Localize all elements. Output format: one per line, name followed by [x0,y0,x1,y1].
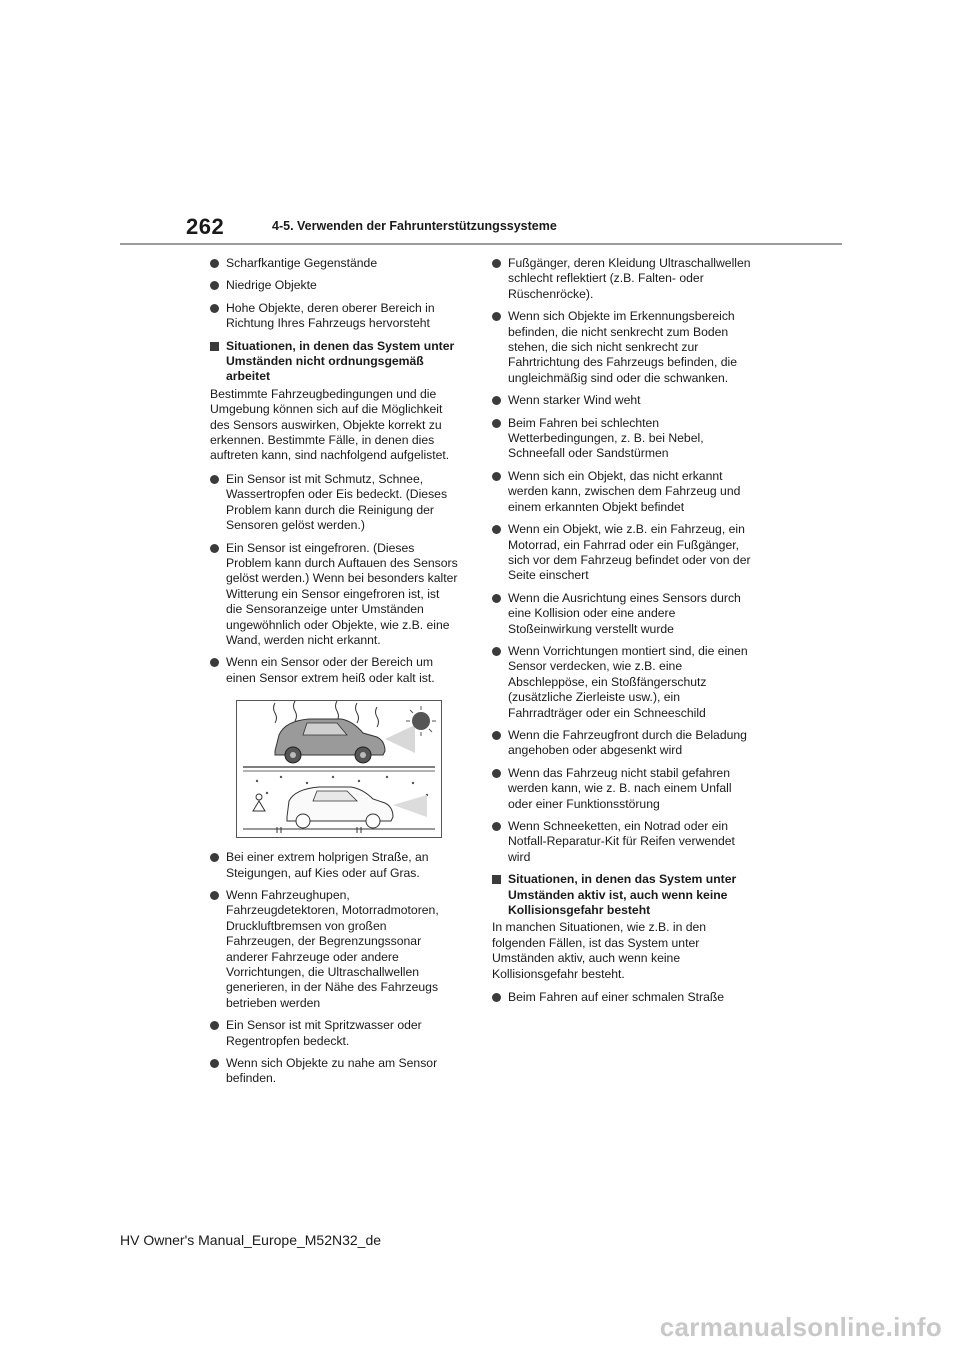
section-title: 4-5. Verwenden der Fahrunterstützungssysteme [272,219,557,233]
car-sensor-illustration-icon [237,701,441,837]
list-item: Wenn die Ausrichtung eines Sensors durch eine Kollision oder eine andere Stoßeinwirkung verstellt wurde [492,591,752,637]
page-number: 262 [186,214,225,239]
list-item: Hohe Objekte, deren oberer Bereich in Richtung Ihres Fahrzeugs hervorsteht [210,301,458,332]
bullet-icon [210,658,219,667]
list-item: Beim Fahren auf einer schmalen Straße [492,990,752,1005]
square-marker-icon [210,342,219,351]
list-item: Niedrige Objekte [210,278,458,293]
list-item: Wenn sich ein Objekt, das nicht erkannt werden kann, zwischen dem Fahrzeug und einem erkannten Objekt befindet [492,469,752,515]
watermark: carmanualsonline.info [659,1312,942,1342]
list-item: Scharfkantige Gegenstände [210,256,458,271]
bullet-icon [492,259,501,268]
bullet-icon [492,396,501,405]
bullet-icon [210,544,219,553]
list-item: Wenn sich Objekte zu nahe am Sensor befinden. [210,1056,458,1087]
footer-manual-id: HV Owner's Manual_Europe_M52N32_de [120,1232,382,1248]
list-item: Wenn sich Objekte im Erkennungsbereich befinden, die nicht senkrecht zum Boden stehen, die sich nicht senkrecht zur Fahrtrichtung des Fahrzeugs befinden, die ungleichmäßig sind oder die schwanken. [492,309,752,386]
header-divider [120,243,842,245]
list-item: Wenn Vorrichtungen montiert sind, die einen Sensor verdecken, wie z.B. eine Abschleppöse, ein Stoßfängerschutz (zusätzliche Zierleiste usw.), ein Fahrradträger oder ein Schneeschild [492,644,752,721]
bullet-icon [210,259,219,268]
bullet-icon [210,853,219,862]
square-marker-icon [492,875,501,884]
bullet-icon [492,419,501,428]
bullet-icon [492,731,501,740]
list-item: Fußgänger, deren Kleidung Ultraschallwellen schlecht reflektiert (z.B. Falten- oder Rüschenröcke). [492,256,752,302]
list-item: Wenn das Fahrzeug nicht stabil gefahren werden kann, wie z. B. nach einem Unfall oder einer Funktionsstörung [492,766,752,812]
bullet-icon [492,822,501,831]
bullet-icon [210,891,219,900]
bullet-icon [210,1059,219,1068]
list-item: Bei einer extrem holprigen Straße, an Steigungen, auf Kies oder auf Gras. [210,850,458,881]
section-heading: Situationen, in denen das System unter Umständen aktiv ist, auch wenn keine Kollisionsgefahr besteht [492,872,752,918]
list-item: Wenn die Fahrzeugfront durch die Beladung angehoben oder abgesenkt wird [492,728,752,759]
bullet-icon [492,312,501,321]
bullet-icon [210,475,219,484]
list-item: Beim Fahren bei schlechten Wetterbedingungen, z. B. bei Nebel, Schneefall oder Sandstürmen [492,416,752,462]
intro-paragraph: In manchen Situationen, wie z.B. in den folgenden Fällen, ist das System unter Umständen aktiv, auch wenn keine Kollisionsgefahr besteht. [492,920,707,981]
bullet-icon [492,525,501,534]
list-item: Ein Sensor ist mit Spritzwasser oder Regentropfen bedeckt. [210,1018,458,1049]
list-item: Ein Sensor ist mit Schmutz, Schnee, Wassertropfen oder Eis bedeckt. (Dieses Problem kann durch die Reinigung der Sensoren gelöst werden.) [210,472,458,534]
sensor-illustration [236,700,442,838]
list-item: Ein Sensor ist eingefroren. (Dieses Problem kann durch Auftauen des Sensors gelöst werden.) Wenn bei besonders kalter Witterung ein Sensor eingefroren ist, ist die Sensoranzeige unter Umständen ungewöhnlich oder Objekte, wie z.B. eine Wand, werden nicht erkannt. [210,541,458,649]
list-item: Wenn ein Sensor oder der Bereich um einen Sensor extrem heiß oder kalt ist. [210,655,458,686]
bullet-icon [210,1021,219,1030]
list-item: Wenn Schneeketten, ein Notrad oder ein Notfall-Reparatur-Kit für Reifen verwendet wird [492,819,752,865]
bullet-icon [210,281,219,290]
bullet-icon [492,594,501,603]
list-item: Wenn Fahrzeughupen, Fahrzeugdetektoren, Motorradmotoren, Druckluftbremsen von großen Fahrzeugen, der Begrenzungssonar anderer Fahrzeuge oder andere Vorrichtungen, die Ultraschallwellen generieren, in der Nähe des Fahrzeugs betrieben werden [210,888,458,1011]
left-column [210,256,458,1094]
list-item: Wenn starker Wind weht [492,393,752,408]
intro-paragraph: Bestimmte Fahrzeugbedingungen und die Umgebung können sich auf die Möglichkeit des Sensors auswirken, Objekte korrekt zu erkennen. Bestimmte Fälle, in denen dies auftreten kann, sind nachfolgend aufgelistet. [210,386,450,463]
section-heading: Situationen, in denen das System unter Umständen nicht ordnungsgemäß arbeitet [210,339,458,385]
bullet-icon [492,769,501,778]
right-column [492,256,752,1012]
bullet-icon [492,472,501,481]
bullet-icon [492,993,501,1002]
bullet-icon [210,304,219,313]
bullet-icon [492,647,501,656]
list-item: Wenn ein Objekt, wie z.B. ein Fahrzeug, ein Motorrad, ein Fahrrad oder ein Fußgänger, sich vor dem Fahrzeug befindet oder von der Seite einschert [492,522,752,584]
